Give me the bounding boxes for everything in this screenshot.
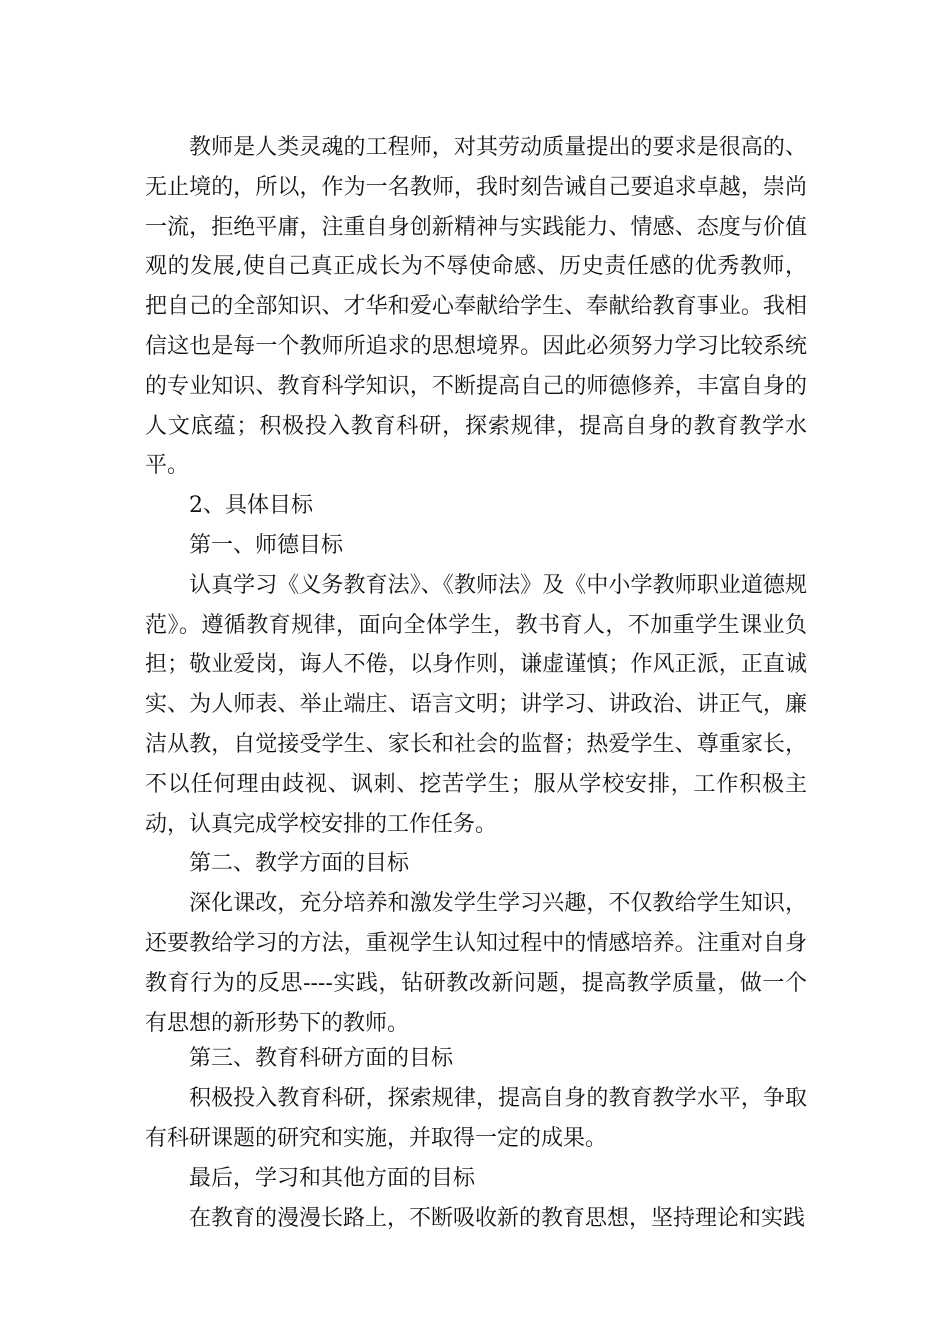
paragraph-intro: 教师是人类灵魂的工程师，对其劳动质量提出的要求是很高的、无止境的，所以，作为一名教师，我时刻告诫自己要追求卓越，崇尚一流，拒绝平庸，注重自身创新精神与实践能力、情感、态度与价值观的发展,使自己真正成长为不辱使命感、历史责任感的优秀教师，把自己的全部知识、才华和爱心奉献给学生、奉献给教育事业。我相信这也是每一个教师所追求的思想境界。因此必须努力学习比较系统的专业知识、教育科学知识，不断提高自己的师德修养，丰富自身的人文底蕴；积极投入教育科研，探索规律，提高自身的教育教学水平。 [145,135,807,479]
heading-ethics-goal: 第一、师德目标 [189,532,344,558]
heading-specific-goals: 2、具体目标 [189,493,313,519]
heading-learning-goal: 最后，学习和其他方面的目标 [189,1165,476,1191]
heading-teaching-goal: 第二、教学方面的目标 [189,851,410,877]
paragraph-research: 积极投入教育科研，探索规律，提高自身的教育教学水平，争取有科研课题的研究和实施，并取得一定的成果。 [145,1086,807,1151]
document-body [145,128,807,1238]
paragraph-learning: 在教育的漫漫长路上，不断吸收新的教育思想，坚持理论和实践 [189,1205,806,1231]
paragraph-teaching: 深化课改，充分培养和激发学生学习兴趣，不仅教给学生知识，还要教给学习的方法，重视学生认知过程中的情感培养。注重对自身教育行为的反思----实践，钻研教改新问题，提高教学质量，做一个有思想的新形势下的教师。 [145,891,807,1036]
paragraph-ethics: 认真学习《义务教育法》、《教师法》及《中小学教师职业道德规范》。遵循教育规律，面向全体学生，教书育人，不加重学生课业负担；敬业爱岗，诲人不倦，以身作则，谦虚谨慎；作风正派，正直诚实、为人师表、举止端庄、语言文明；讲学习、讲政治、讲正气，廉洁从教，自觉接受学生、家长和社会的监督；热爱学生、尊重家长，不以任何理由歧视、讽刺、挖苦学生；服从学校安排，工作积极主动，认真完成学校安排的工作任务。 [145,572,807,837]
heading-research-goal: 第三、教育科研方面的目标 [189,1046,454,1072]
